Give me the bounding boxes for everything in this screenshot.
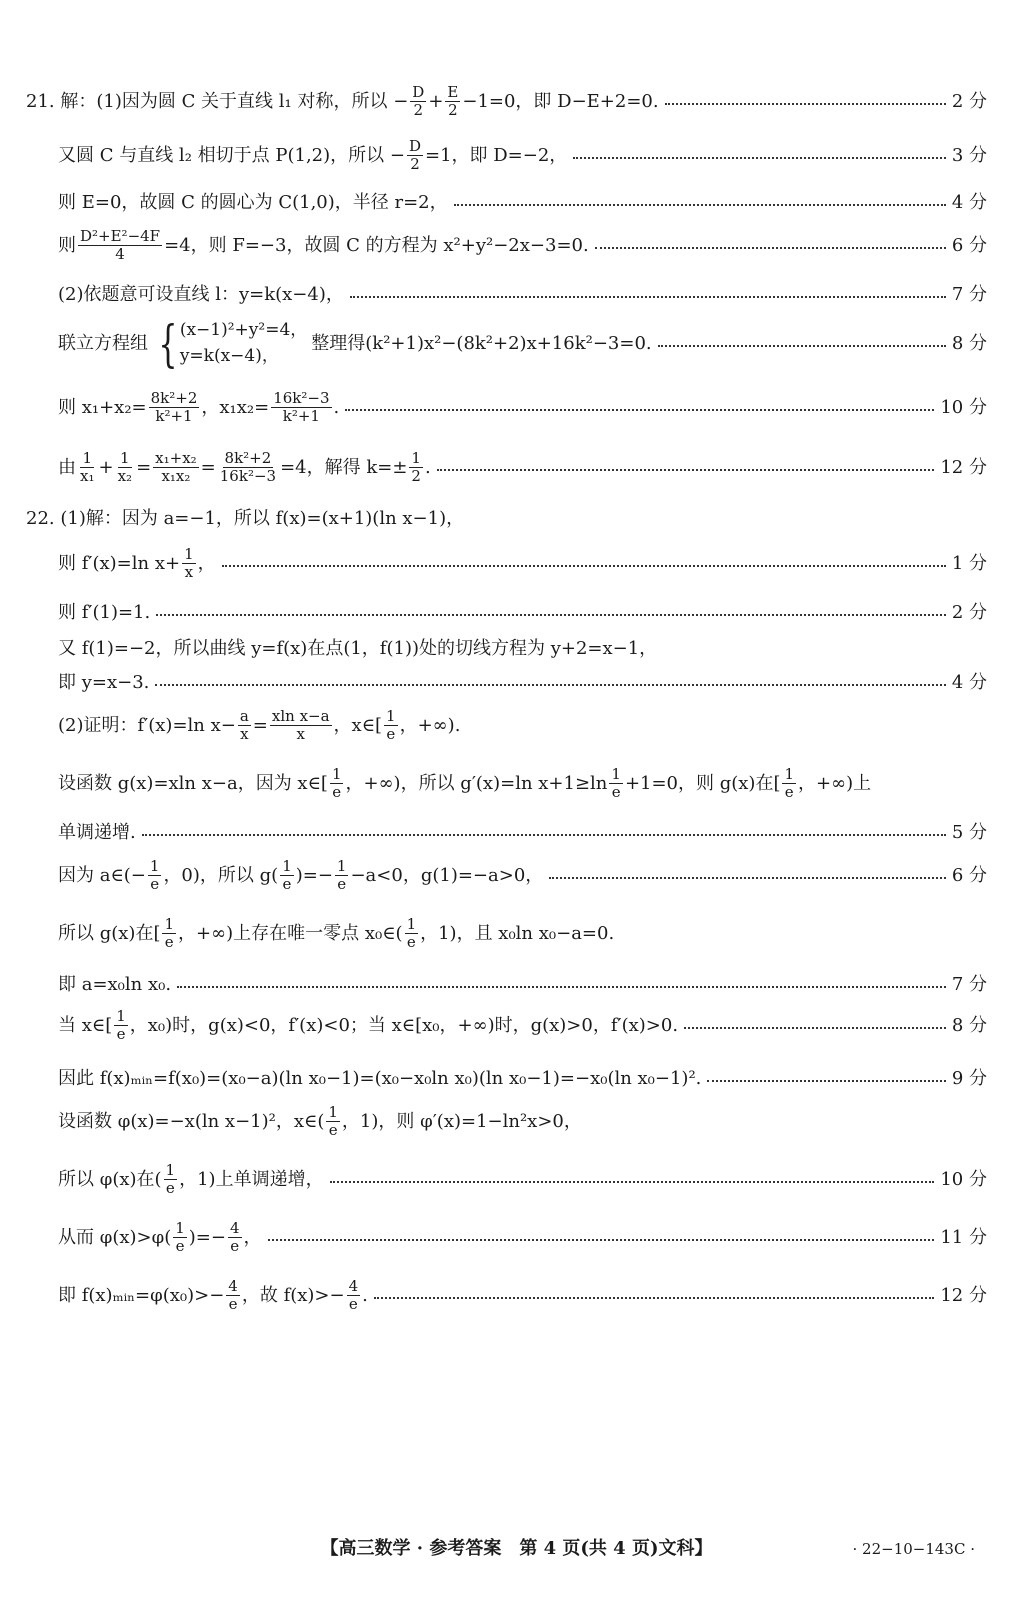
text: 又圆 C 与直线 l₂ 相切于点 P(1,2)，所以 − bbox=[58, 144, 405, 166]
fraction bbox=[270, 708, 332, 744]
denominator: e bbox=[116, 1025, 126, 1044]
score: 4 分 bbox=[951, 192, 987, 213]
equation: (x−1)²+y²=4， bbox=[179, 320, 308, 340]
text: ，1)上单调递增， bbox=[179, 1168, 324, 1190]
q21-line-1 bbox=[26, 84, 987, 120]
score: 8 分 bbox=[951, 1014, 987, 1036]
text: ，x₁x₂= bbox=[201, 396, 270, 418]
numerator: 1 bbox=[165, 1161, 176, 1179]
q22-line-13 bbox=[58, 1068, 987, 1090]
fraction bbox=[609, 766, 623, 802]
score: 7 分 bbox=[951, 284, 987, 305]
text: 则 E=0，故圆 C 的圆心为 C(1,0)，半径 r=2， bbox=[58, 192, 448, 213]
text: +1=0，则 g(x)在[ bbox=[624, 772, 781, 794]
leader-dots bbox=[330, 1181, 935, 1183]
score: 12 分 bbox=[940, 1284, 987, 1306]
q22-line-7 bbox=[58, 766, 987, 802]
denominator: k²+1 bbox=[282, 407, 320, 426]
numerator: 1 bbox=[784, 765, 795, 783]
denominator: e bbox=[164, 933, 174, 952]
leader-dots bbox=[345, 409, 934, 411]
leader-dots bbox=[573, 157, 946, 159]
text: 则 f′(1)=1. bbox=[58, 602, 151, 623]
denominator: e bbox=[784, 783, 794, 802]
score: 1 分 bbox=[951, 552, 987, 574]
leader-dots bbox=[684, 1027, 946, 1029]
leader-dots bbox=[437, 469, 935, 471]
document-code: · 22−10−143C · bbox=[852, 1540, 975, 1558]
text: ， bbox=[243, 1226, 262, 1248]
page-footer: 【高三数学 · 参考答案 第 4 页(共 4 页)文科】 bbox=[320, 1538, 713, 1559]
q22-line-10 bbox=[58, 916, 987, 952]
numerator: 1 bbox=[328, 1103, 338, 1121]
leader-dots bbox=[658, 345, 946, 347]
fraction bbox=[407, 138, 423, 174]
fraction bbox=[164, 1162, 178, 1198]
text: )=− bbox=[295, 864, 333, 886]
text: ，1)，则 φ′(x)=1−ln²x>0， bbox=[341, 1110, 582, 1132]
denominator: x₂ bbox=[117, 467, 133, 486]
fraction bbox=[384, 708, 398, 744]
leader-dots bbox=[268, 1239, 935, 1241]
fraction bbox=[148, 858, 162, 894]
text: (2)证明：f′(x)=ln x− bbox=[58, 714, 236, 736]
fraction bbox=[149, 390, 200, 426]
q22-line-17 bbox=[58, 1278, 987, 1314]
fraction bbox=[218, 450, 278, 486]
leader-dots bbox=[350, 296, 946, 298]
text: ，+∞)上 bbox=[798, 772, 872, 794]
score: 9 分 bbox=[951, 1068, 987, 1089]
leader-dots bbox=[155, 684, 945, 686]
q22-line-12 bbox=[58, 1008, 987, 1044]
fraction bbox=[182, 546, 196, 582]
leader-dots bbox=[665, 103, 946, 105]
brace-icon: { bbox=[158, 314, 178, 373]
score: 3 分 bbox=[951, 144, 987, 166]
text: ，故 f(x)>− bbox=[241, 1284, 345, 1306]
numerator: 1 bbox=[331, 765, 342, 783]
q22-line-16 bbox=[58, 1220, 987, 1256]
q22-line-5 bbox=[58, 672, 987, 694]
fraction bbox=[78, 450, 96, 486]
text: (2)依题意可设直线 l：y=k(x−4)， bbox=[58, 284, 344, 305]
numerator: 1 bbox=[149, 857, 160, 875]
denominator: e bbox=[348, 1295, 358, 1314]
text: . bbox=[333, 396, 340, 418]
text: 因此 f(x)ₘᵢₙ=f(x₀)=(x₀−a)(ln x₀−1)=(x₀−x₀ln x₀)(ln x₀−1)=−x₀(ln x₀−1)². bbox=[58, 1068, 702, 1089]
q22-line-8 bbox=[58, 822, 987, 844]
numerator: 1 bbox=[116, 1007, 126, 1025]
denominator: 2 bbox=[411, 467, 421, 486]
text: 由 bbox=[58, 456, 76, 478]
denominator: e bbox=[150, 875, 160, 894]
numerator: 1 bbox=[82, 449, 93, 467]
denominator: 16k²−3 bbox=[219, 467, 277, 486]
denominator: e bbox=[165, 1179, 175, 1198]
text: 则 bbox=[58, 234, 76, 256]
numerator: 1 bbox=[164, 915, 175, 933]
text: 从而 φ(x)>φ( bbox=[58, 1226, 172, 1248]
text: 设函数 g(x)=xln x−a，因为 x∈[ bbox=[58, 772, 328, 794]
numerator: 1 bbox=[282, 857, 292, 875]
score: 6 分 bbox=[951, 864, 987, 886]
leader-dots bbox=[595, 247, 946, 249]
text: 则 x₁+x₂= bbox=[58, 396, 147, 418]
fraction bbox=[271, 390, 331, 426]
equation: y=k(x−4)， bbox=[179, 345, 279, 366]
text: ， bbox=[197, 552, 216, 574]
denominator: k²+1 bbox=[155, 407, 193, 426]
text: 又 f(1)=−2，所以曲线 y=f(x)在点(1，f(1))处的切线方程为 y+2=x−1， bbox=[58, 638, 658, 659]
score: 6 分 bbox=[951, 234, 987, 256]
leader-dots bbox=[707, 1080, 945, 1082]
text: = bbox=[252, 714, 268, 736]
numerator: D bbox=[408, 137, 421, 155]
numerator: 1 bbox=[611, 765, 621, 783]
text: 单调递增. bbox=[58, 822, 136, 843]
score: 10 分 bbox=[940, 1168, 987, 1190]
q21-line-2 bbox=[58, 138, 987, 174]
text: ，+∞)，所以 g′(x)=ln x+1≥ln bbox=[345, 772, 608, 794]
score: 2 分 bbox=[951, 90, 987, 112]
denominator: 2 bbox=[410, 155, 420, 174]
denominator: 2 bbox=[448, 101, 458, 120]
q22-line-3 bbox=[58, 602, 987, 624]
leader-dots bbox=[374, 1297, 934, 1299]
text: 整理得(k²+1)x²−(8k²+2)x+16k²−3=0. bbox=[311, 332, 652, 354]
q22-line-14 bbox=[58, 1104, 987, 1140]
score: 2 分 bbox=[951, 602, 987, 623]
denominator: 4 bbox=[115, 245, 125, 264]
text: 当 x∈[ bbox=[58, 1014, 113, 1036]
text: ，0)，所以 g( bbox=[163, 864, 279, 886]
q21-line-4 bbox=[58, 228, 987, 264]
text: 即 f(x)ₘᵢₙ=φ(x₀)>− bbox=[58, 1284, 225, 1306]
text: = bbox=[136, 456, 152, 478]
text: . bbox=[362, 1284, 368, 1306]
fraction bbox=[228, 1220, 242, 1256]
score: 5 分 bbox=[951, 822, 987, 843]
score: 8 分 bbox=[951, 332, 987, 354]
numerator: 4 bbox=[228, 1277, 238, 1295]
denominator: x₁ bbox=[80, 467, 95, 486]
text: = bbox=[200, 456, 216, 478]
leader-dots bbox=[549, 877, 946, 879]
numerator: xln x−a bbox=[271, 707, 330, 725]
numerator: a bbox=[239, 707, 249, 725]
text: ，1)，且 x₀ln x₀−a=0. bbox=[420, 922, 615, 944]
text: . bbox=[424, 456, 431, 478]
text: 所以 g(x)在[ bbox=[58, 922, 161, 944]
denominator: e bbox=[328, 1121, 338, 1140]
numerator: D bbox=[412, 83, 425, 101]
text: 因为 a∈(− bbox=[58, 864, 146, 886]
leader-dots bbox=[177, 986, 946, 988]
text: )=− bbox=[188, 1226, 226, 1248]
q21-line-3 bbox=[58, 192, 987, 214]
leader-dots bbox=[142, 834, 946, 836]
q22-line-1 bbox=[26, 508, 987, 530]
numerator: 1 bbox=[406, 915, 417, 933]
q22-line-6 bbox=[58, 708, 987, 744]
leader-dots bbox=[222, 565, 946, 567]
q22-line-15 bbox=[58, 1162, 987, 1198]
denominator: e bbox=[337, 875, 347, 894]
fraction bbox=[410, 84, 426, 120]
q22-line-11 bbox=[58, 974, 987, 996]
fraction bbox=[153, 450, 199, 486]
fraction bbox=[78, 228, 162, 264]
numerator: 1 bbox=[175, 1219, 185, 1237]
denominator: e bbox=[228, 1295, 238, 1314]
text: + bbox=[428, 90, 444, 112]
text: 所以 φ(x)在( bbox=[58, 1168, 162, 1190]
numerator: 1 bbox=[386, 707, 396, 725]
leader-dots bbox=[156, 614, 946, 616]
denominator: e bbox=[332, 783, 342, 802]
q22-line-2 bbox=[58, 546, 987, 582]
fraction bbox=[335, 858, 349, 894]
denominator: e bbox=[611, 783, 621, 802]
q21-line-5 bbox=[58, 284, 987, 306]
q21-line-7 bbox=[58, 390, 987, 426]
numerator: E bbox=[447, 83, 459, 101]
text: 联立方程组 bbox=[58, 332, 148, 354]
q21-line-8 bbox=[58, 450, 987, 486]
fraction bbox=[114, 1008, 128, 1044]
score: 12 分 bbox=[940, 456, 987, 478]
text: 即 a=x₀ln x₀. bbox=[58, 974, 172, 995]
denominator: x bbox=[240, 725, 249, 744]
text: ，+∞)上存在唯一零点 x₀∈( bbox=[178, 922, 403, 944]
fraction bbox=[330, 766, 344, 802]
q21-line-6 bbox=[58, 314, 987, 373]
denominator: x bbox=[184, 563, 194, 582]
text: ，x∈[ bbox=[333, 714, 383, 736]
denominator: e bbox=[175, 1237, 185, 1256]
text: =4，则 F=−3，故圆 C 的方程为 x²+y²−2x−3=0. bbox=[164, 234, 589, 256]
text: ，+∞). bbox=[399, 714, 461, 736]
denominator: 2 bbox=[413, 101, 424, 120]
fraction bbox=[280, 858, 294, 894]
q22-line-4 bbox=[58, 638, 987, 660]
fraction bbox=[226, 1278, 240, 1314]
denominator: e bbox=[406, 933, 416, 952]
equation-system bbox=[152, 314, 308, 373]
fraction bbox=[409, 450, 423, 486]
numerator: 4 bbox=[348, 1277, 359, 1295]
numerator: 1 bbox=[336, 857, 347, 875]
numerator: 1 bbox=[184, 545, 194, 563]
numerator: 8k²+2 bbox=[150, 389, 198, 407]
numerator: 4 bbox=[229, 1219, 240, 1237]
numerator: 16k²−3 bbox=[273, 389, 330, 407]
fraction bbox=[173, 1220, 187, 1256]
text: 21. 解：(1)因为圆 C 关于直线 l₁ 对称，所以 − bbox=[26, 90, 409, 112]
text: =4，解得 k=± bbox=[280, 456, 408, 478]
text: 22. (1)解：因为 a=−1，所以 f(x)=(x+1)(ln x−1)， bbox=[26, 508, 465, 529]
leader-dots bbox=[454, 204, 946, 206]
fraction bbox=[162, 916, 176, 952]
text: + bbox=[98, 456, 114, 478]
denominator: e bbox=[282, 875, 292, 894]
text: 设函数 φ(x)=−x(ln x−1)²，x∈( bbox=[58, 1110, 325, 1132]
text: ，x₀)时，g(x)<0，f′(x)<0；当 x∈[x₀，+∞)时，g(x)>0，f′(x)>0. bbox=[129, 1014, 679, 1036]
score: 4 分 bbox=[951, 672, 987, 693]
fraction bbox=[347, 1278, 361, 1314]
text: −1=0，即 D−E+2=0. bbox=[462, 90, 659, 112]
denominator: e bbox=[386, 725, 396, 744]
text: =1，即 D=−2， bbox=[424, 144, 568, 166]
text: −a<0，g(1)=−a>0， bbox=[350, 864, 544, 886]
q22-line-9 bbox=[58, 858, 987, 894]
text: 则 f′(x)=ln x+ bbox=[58, 552, 181, 574]
numerator: 1 bbox=[411, 449, 421, 467]
denominator: x₁x₂ bbox=[161, 467, 191, 486]
score: 7 分 bbox=[951, 974, 987, 995]
denominator: x bbox=[296, 725, 305, 744]
numerator: x₁+x₂ bbox=[155, 449, 197, 467]
fraction bbox=[445, 84, 460, 120]
fraction bbox=[238, 708, 251, 744]
fraction bbox=[782, 766, 796, 802]
numerator: 8k²+2 bbox=[224, 449, 272, 467]
text: 即 y=x−3. bbox=[58, 672, 150, 693]
score: 11 分 bbox=[940, 1226, 987, 1248]
denominator: e bbox=[230, 1237, 240, 1256]
fraction bbox=[116, 450, 134, 486]
numerator: D²+E²−4F bbox=[80, 227, 161, 245]
fraction bbox=[326, 1104, 340, 1140]
numerator: 1 bbox=[120, 449, 130, 467]
fraction bbox=[405, 916, 419, 952]
score: 10 分 bbox=[940, 396, 987, 418]
